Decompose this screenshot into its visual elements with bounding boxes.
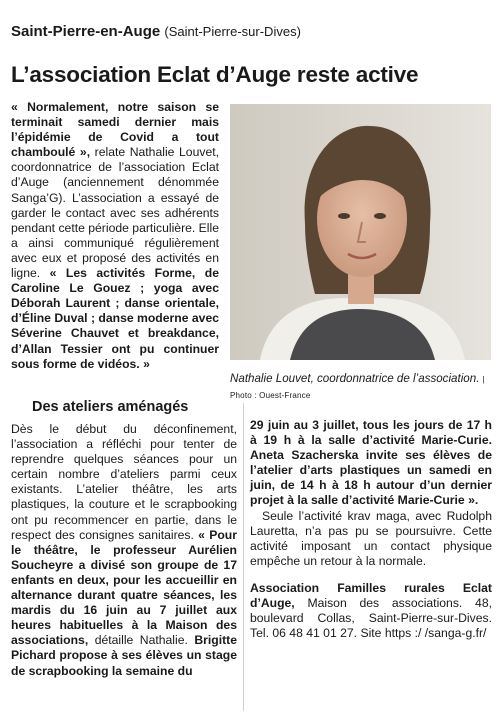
theatre-quote: « Pour le théâtre, le professeur Aurélien Soucheyre a divisé son groupe de 17 enfants en deux, pour les accueillir en alternance durant quatre séances, les mardis du 16 juin au 7 juillet aux heures habituelles à la Maison des associations, xyxy=(11,527,237,648)
deconfinement-text: Dès le début du déconfinement, l’association a réfléchi pour tenter de reprendre quelques séances pour un certain nombre d’ateliers parmi ceux existants. L’atelier théâtre, les arts plastiques, la couture et le scrapbooking ont pu recommencer en partie, dans le respect des consignes sanitaires. xyxy=(11,422,237,542)
dateline-city: Saint-Pierre-en-Auge xyxy=(11,23,161,40)
attribution-text: détaille Nathalie. xyxy=(94,633,188,648)
contact-details: Maison des associations. 48, boulevard Collas, Saint-Pierre-sur-Dives. Tel. 06 48 41 01 27. Site https :/ /sanga-g.fr/ xyxy=(250,596,492,641)
portrait-photo xyxy=(230,104,491,360)
krav-maga-text: Seule l’activité krav maga, avec Rudolph Lauretta, n’a pas pu se poursuivre. Cette activité imposant un contact physique empêche un retour à la normale. xyxy=(250,508,492,568)
dateline-sub: (Saint-Pierre-sur-Dives) xyxy=(164,24,301,39)
bottom-left-column xyxy=(11,422,237,679)
left-column xyxy=(11,100,219,372)
activities-quote: « Les activités Forme, de Caroline Le Gouez ; yoga avec Déborah Laurent ; danse orientale, d’Éline Duval ; danse moderne avec Séverine Chauvet et breakdance, d’Allan Tessier ont pu continuer sous forme de vidéos. » xyxy=(11,266,219,371)
column-divider xyxy=(243,403,244,711)
contact-name: Association Familles rurales Eclat d’Auge, xyxy=(250,580,492,611)
headline: L’association Eclat d’Auge reste active xyxy=(11,62,419,87)
photo-credit: | Photo : Ouest-France xyxy=(230,375,485,400)
contact-info xyxy=(250,581,492,641)
bottom-right-bold xyxy=(250,418,492,509)
dateline xyxy=(11,22,491,42)
photo-caption xyxy=(230,372,494,403)
section-subhead: Des ateliers aménagés xyxy=(32,399,189,415)
caption-text: Nathalie Louvet, coordonnatrice de l’association. xyxy=(230,372,480,385)
bottom-left-text xyxy=(11,422,237,679)
portrait-image xyxy=(230,104,491,360)
schedule-quote: 29 juin au 3 juillet, tous les jours de 17 h à 19 h à la salle d’activité Marie-Curie. Aneta Szacherska invite ses élèves de l’atelier d’arts plastiques un samedi en juin, de 14 h à 18 h autour d’un dernier projet à la salle d’activité Marie-Curie ». xyxy=(250,418,492,508)
bottom-right-column xyxy=(250,418,492,641)
scrapbooking-quote: Brigitte Pichard propose à ses élèves un stage de scrapbooking la semaine du xyxy=(11,633,238,678)
intro-text: relate Nathalie Louvet, coordonnatrice de l’association Eclat d’Auge (anciennement dénommée Sanga’G). L’association a essayé de garder le contact avec ses adhérents pendant cette période particulière. Elle a ainsi communiqué régulièrement avec eux et proposé des activités en ligne. xyxy=(11,145,219,281)
opening-quote: « Normalement, notre saison se terminait samedi dernier mais l’épidémie de Covid a tout chamboulé », xyxy=(11,100,219,160)
left-column-text xyxy=(11,100,219,372)
